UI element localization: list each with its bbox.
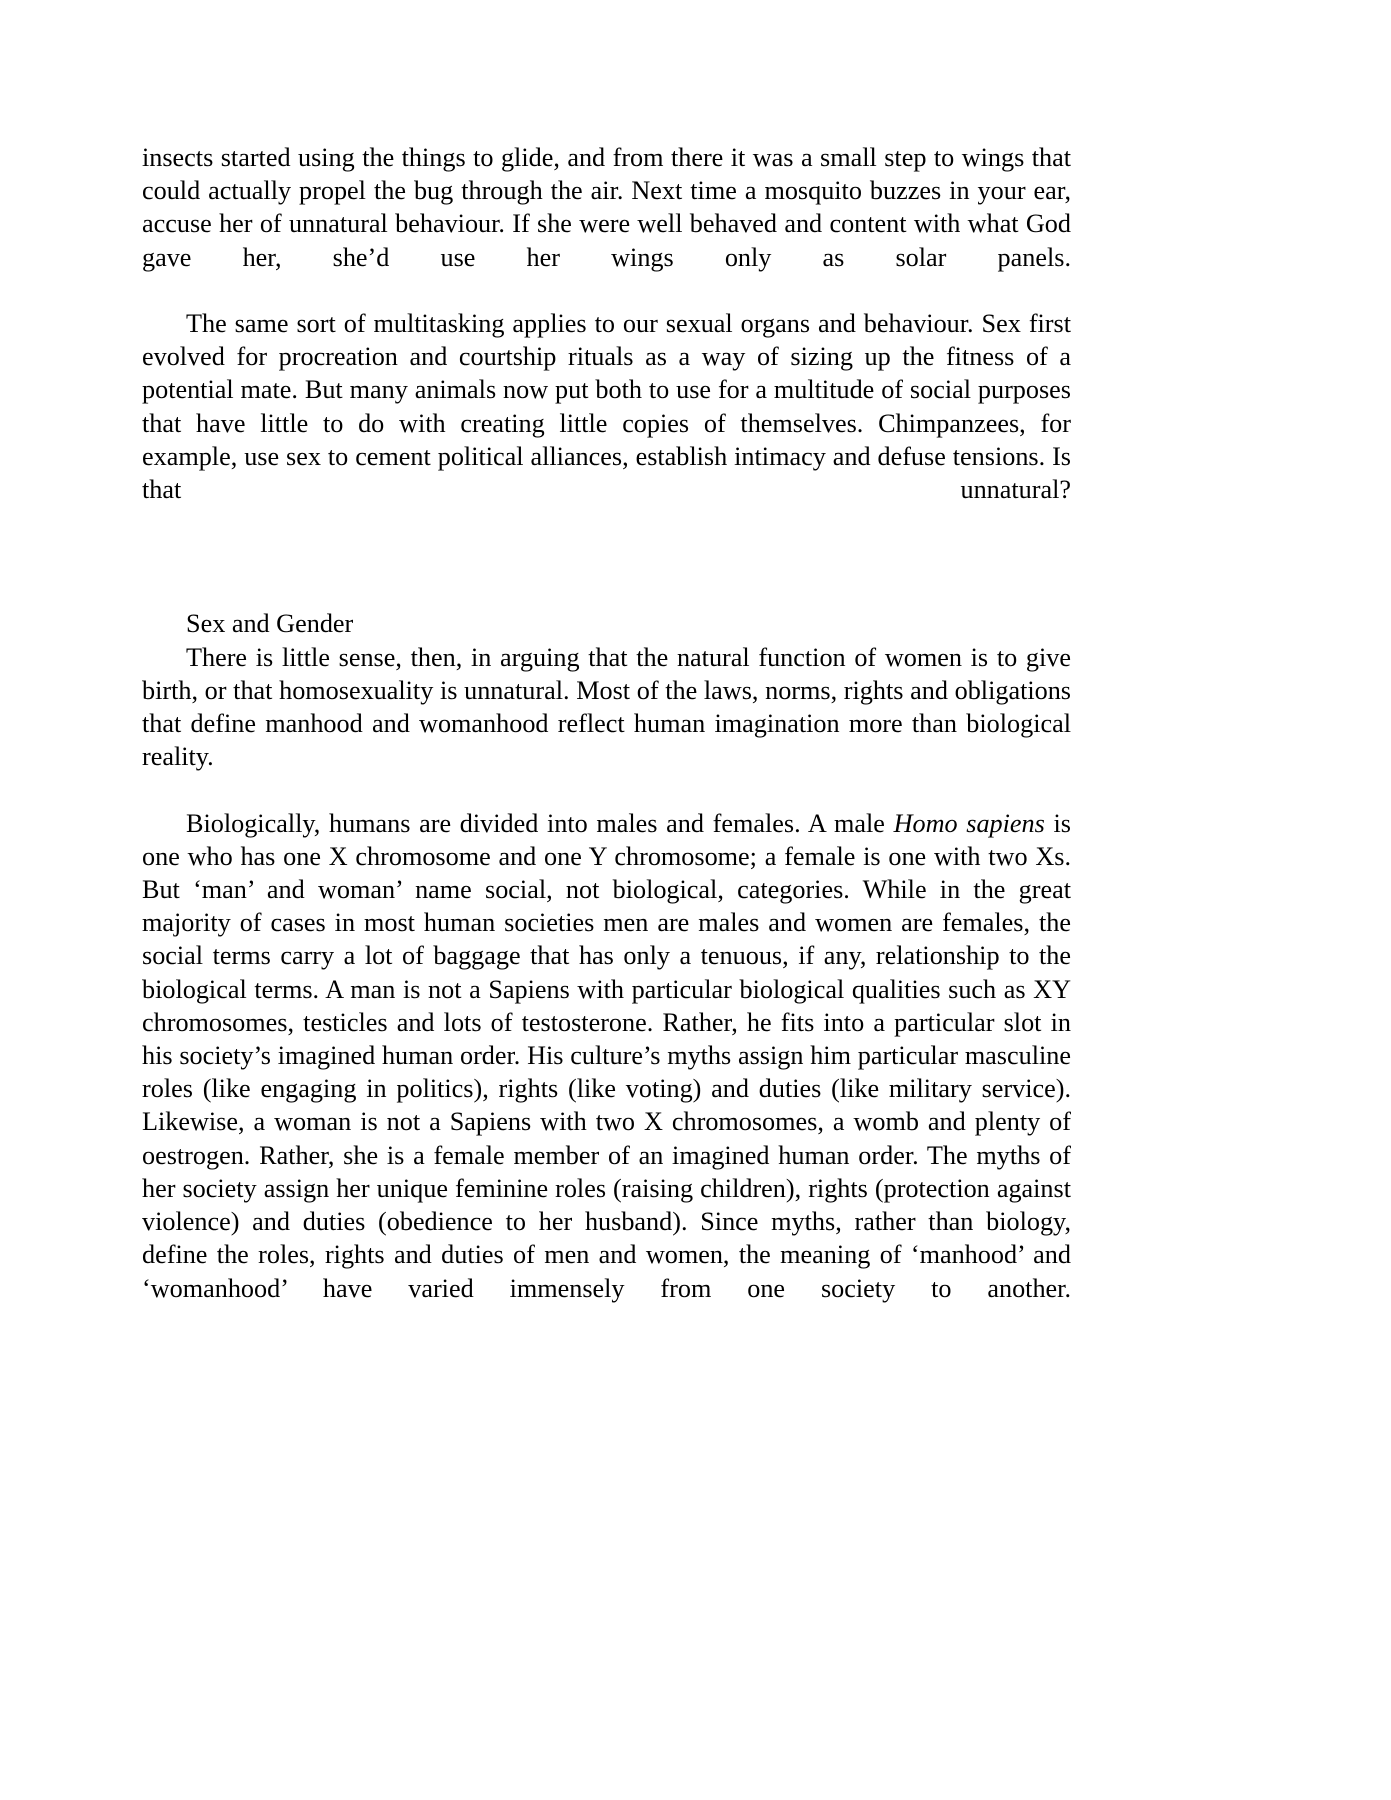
text-run: is one who has one X chromosome and one Y chromosome; a female is one with two Xs. But ‘man’ and woman’ name social, not biological, categories. While in the great majority of cases in most human societies men are males and women are females, the social terms carry a lot of baggage that has only a tenuous, if any, relationship to the biological terms. A man is not a Sapiens with particular biological qualities such as XY chromosomes, testicles and lots of testosterone. Rather, he fits into a particular slot in his society’s imagined human order. His culture’s myths assign him particular masculine roles (like engaging in politics), rights (like voting) and duties (like military service). Likewise, a woman is not a Sapiens with two X chromosomes, a womb and plenty of oestrogen. Rather, she is a female member of an imagined human order. The myths of her society assign her unique feminine roles (raising children), rights (protection against violence) and duties (obedience to her husband). Since myths, rather than biology, define the roles, rights and duties of men and women, the meaning of ‘manhood’ and ‘womanhood’ have varied immensely from one society to another. [142, 808, 1071, 1303]
text-column [142, 141, 1071, 1338]
section-spacer [142, 539, 1071, 607]
paragraph-insects-wings: insects started using the things to glide, and from there it was a small step to wings that could actually propel the bug through the air. Next time a mosquito buzzes in your ear, accuse her of unnatural behaviour. If she were well behaved and content with what God gave her, she’d use her wings only as solar panels. [142, 143, 1071, 272]
paragraph-little-sense: There is little sense, then, in arguing that the natural function of women is to give birth, or that homosexuality is unnatural. Most of the laws, norms, rights and obligations that define manhood and womanhood reflect human imagination more than biological reality. [142, 642, 1071, 772]
text-run: Biologically, humans are divided into males and females. A male [186, 808, 894, 838]
paragraph-multitasking-sexual-organs: The same sort of multitasking applies to our sexual organs and behaviour. Sex first evolved for procreation and courtship rituals as a way of sizing up the fitness of a potential mate. But many animals now put both to use for a multitude of social purposes that have little to do with creating little copies of themselves. Chimpanzees, for example, use sex to cement political alliances, establish intimacy and defuse tensions. Is that unnatural? [142, 309, 1071, 505]
paragraph-biologically-males-females [142, 807, 1071, 1338]
italic-run: Homo sapiens [893, 808, 1045, 838]
heading-sex-and-gender: Sex and Gender [186, 609, 354, 639]
